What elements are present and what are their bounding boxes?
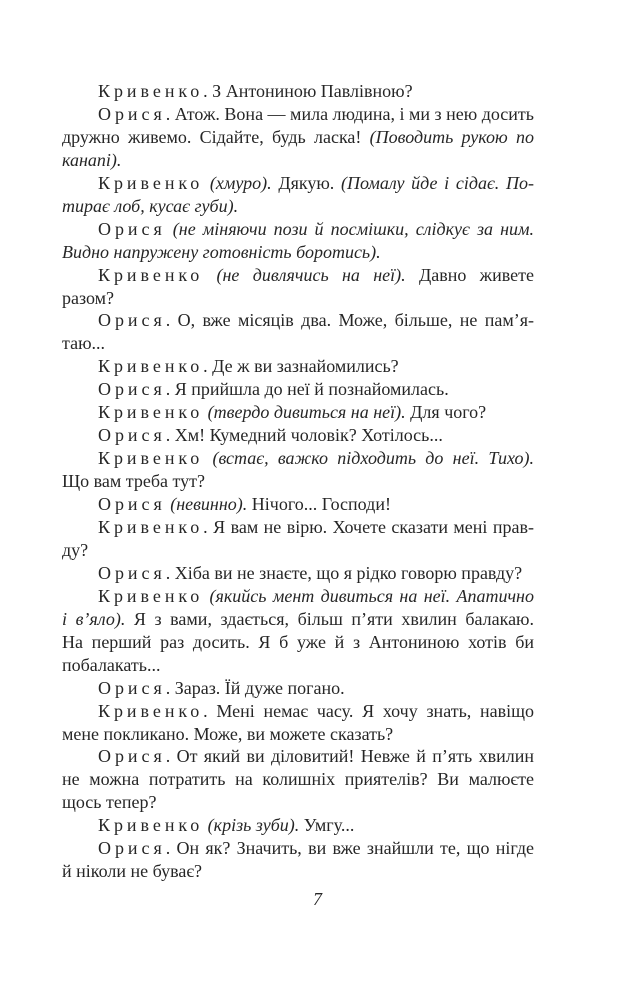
stage-direction: (не міняючи пози й посмішки, слідкує за ним. <box>165 218 534 239</box>
paragraph <box>62 677 534 700</box>
text-line <box>62 631 534 654</box>
dialogue-text: мене покликано. Може, ви можете сказать? <box>62 723 394 744</box>
paragraph <box>62 516 534 562</box>
speaker-name: Орися <box>98 379 166 400</box>
text-line <box>62 791 534 814</box>
paragraph <box>62 80 534 103</box>
text-line <box>62 516 534 539</box>
dialogue-text: . Он як? Значить, ви вже знайшли те, що нігде <box>165 838 534 859</box>
paragraph <box>62 218 534 264</box>
speaker-name: Кривенко <box>98 700 204 721</box>
speaker-name: Кривенко <box>98 356 204 377</box>
speaker-name: Орися <box>98 838 166 859</box>
dialogue-text: . Хіба ви не знаєте, що я рідко говорю правду? <box>165 562 523 583</box>
dialogue-text: щось тепер? <box>62 792 157 813</box>
paragraph <box>62 401 534 424</box>
text-line <box>62 585 534 608</box>
dialogue-text: На перший раз досить. Я б уже й з Антониною хотів би <box>62 631 534 652</box>
text-line <box>62 562 534 585</box>
paragraph <box>62 378 534 401</box>
dialogue-text: Для чого? <box>405 402 487 423</box>
paragraph <box>62 837 534 883</box>
stage-direction: (Поводить рукою по <box>369 126 534 147</box>
stage-direction: (хмуро). <box>203 172 272 193</box>
text-line <box>62 309 534 332</box>
text-line <box>62 608 534 631</box>
dialogue-text: . Я вам не вірю. Хочете сказати мені прав- <box>203 517 534 537</box>
dialogue-text: Нічого... Господи! <box>247 494 391 515</box>
dialogue-text: таю... <box>62 333 106 354</box>
paragraph <box>62 355 534 378</box>
dialogue-text: дружно живемо. Сідайте, будь ласка! <box>62 126 370 147</box>
paragraph <box>62 103 534 172</box>
text-line <box>62 837 534 860</box>
text-line <box>62 103 534 126</box>
stage-direction: (якийсь мент дивиться на неї. Апатично <box>203 585 534 606</box>
dialogue-text: й ніколи не буває? <box>62 861 203 882</box>
text-line <box>62 745 534 768</box>
page-text <box>62 80 534 883</box>
dialogue-text: побалакать... <box>62 654 161 675</box>
dialogue-text: . Мені немає часу. Я хочу знать, навіщо <box>203 700 534 721</box>
dialogue-text: . О, вже місяців два. Може, більше, не пам’я- <box>165 310 534 331</box>
text-line <box>62 287 534 310</box>
speaker-name: Кривенко <box>98 517 204 537</box>
speaker-name: Кривенко <box>98 815 204 836</box>
dialogue-text: не можна потратить на колишніх приятелів? Ви малюєте <box>62 769 534 790</box>
speaker-name: Орися <box>98 494 166 515</box>
text-line <box>62 814 534 837</box>
dialogue-text: Що вам треба тут? <box>62 471 206 492</box>
stage-direction: і в’яло). <box>62 608 126 629</box>
speaker-name: Орися <box>98 425 166 446</box>
stage-direction: (невинно). <box>165 494 248 515</box>
speaker-name: Орися <box>98 562 166 583</box>
dialogue-text: . Хм! Кумедний чоловік? Хотілось... <box>165 425 443 446</box>
speaker-name: Орися <box>98 310 166 331</box>
speaker-name: Кривенко <box>98 585 204 606</box>
stage-direction: (Помалу йде і сідає. По- <box>341 172 534 193</box>
paragraph <box>62 264 534 310</box>
speaker-name: Кривенко <box>98 172 204 193</box>
speaker-name: Орися <box>98 103 166 124</box>
dialogue-text: Я з вами, здається, більш п’яти хвилин балакаю. <box>125 608 534 629</box>
speaker-name: Орися <box>98 746 166 767</box>
text-line <box>62 493 534 516</box>
text-line <box>62 241 534 264</box>
paragraph <box>62 700 534 746</box>
text-line <box>62 264 534 287</box>
paragraph <box>62 493 534 516</box>
paragraph <box>62 309 534 355</box>
page-number: 7 <box>313 889 322 909</box>
speaker-name: Кривенко <box>98 402 204 423</box>
dialogue-text: . Зараз. Їй дуже погано. <box>165 677 345 698</box>
dialogue-text: разом? <box>62 287 115 308</box>
text-line <box>62 172 534 195</box>
text-line <box>62 677 534 700</box>
text-line <box>62 768 534 791</box>
paragraph <box>62 814 534 837</box>
speaker-name: Кривенко <box>98 81 204 101</box>
stage-direction: (твердо дивиться на неї). <box>203 402 406 423</box>
text-line <box>62 447 534 470</box>
dialogue-text: . Де ж ви зазнайомились? <box>203 356 399 377</box>
dialogue-text: . От який ви діловитий! Невже й п’ять хвилин <box>165 746 534 767</box>
dialogue-text: Дякую. <box>271 172 342 193</box>
text-line <box>62 470 534 493</box>
paragraph <box>62 424 534 447</box>
dialogue-text: . Я прийшла до неї й познайомилась. <box>165 379 449 400</box>
speaker-name: Кривенко <box>98 264 204 285</box>
dialogue-text: . Атож. Вона — мила людина, і ми з нею досить <box>165 103 534 124</box>
text-line <box>62 723 534 746</box>
text-line <box>62 378 534 401</box>
text-line <box>62 126 534 149</box>
stage-direction: (не дивлячись на неї). <box>203 264 406 285</box>
stage-direction: (встає, важко підходить до неї. Тихо). <box>203 448 534 469</box>
text-line <box>62 424 534 447</box>
text-line <box>62 700 534 723</box>
stage-direction: канапі). <box>62 149 122 170</box>
text-line <box>62 401 534 424</box>
paragraph <box>62 745 534 814</box>
paragraph <box>62 447 534 493</box>
paragraph <box>62 585 534 677</box>
text-line <box>62 355 534 378</box>
text-line <box>62 332 534 355</box>
paragraph <box>62 172 534 218</box>
dialogue-text: . З Антониною Павлівною? <box>203 81 413 101</box>
text-line <box>62 860 534 883</box>
dialogue-text: ду? <box>62 539 89 560</box>
stage-direction: (крізь зуби). <box>203 815 300 836</box>
speaker-name: Орися <box>98 677 166 698</box>
speaker-name: Орися <box>98 218 166 239</box>
dialogue-text: Умгу... <box>299 815 355 836</box>
text-line <box>62 654 534 677</box>
stage-direction: тирає лоб, кусає губи). <box>62 195 239 216</box>
text-line <box>62 218 534 241</box>
paragraph <box>62 562 534 585</box>
text-line <box>62 539 534 562</box>
text-line <box>62 149 534 172</box>
text-line <box>62 195 534 218</box>
stage-direction: Видно напружену готовність боротись). <box>62 241 381 262</box>
speaker-name: Кривенко <box>98 448 204 469</box>
dialogue-text: Давно живете <box>405 264 534 285</box>
text-line <box>62 80 534 103</box>
